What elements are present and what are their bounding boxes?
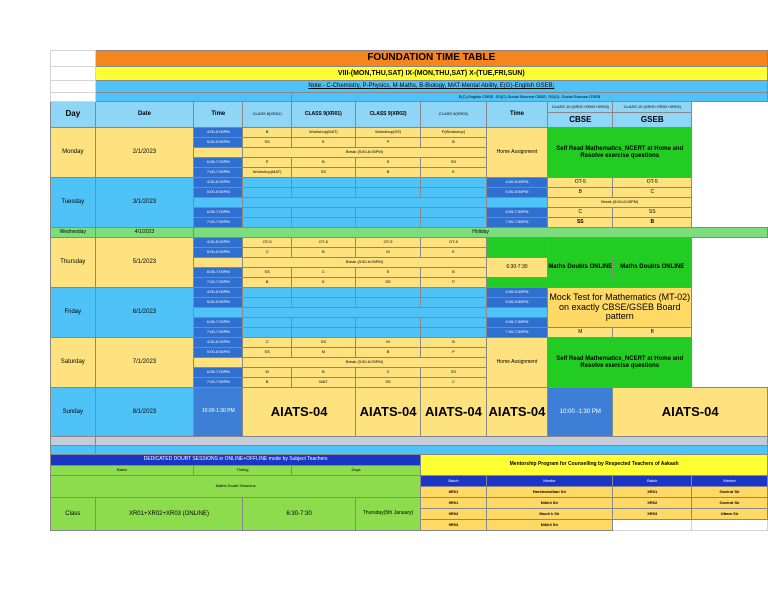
cell	[194, 198, 243, 208]
time-slot-10: 4:00-5:00PM	[486, 288, 548, 298]
gseb-cell: B	[613, 328, 692, 338]
cell: OT-5	[291, 238, 355, 248]
doubt-class-label: Class	[51, 498, 96, 531]
cbse-cell: OT-5	[548, 178, 613, 188]
break-label-10: Break (5:50-6:05PM)	[548, 198, 692, 208]
cell: SS	[243, 348, 292, 358]
empty-cell	[613, 520, 692, 531]
cell	[355, 208, 420, 218]
date-monday: 2/1/2023	[95, 128, 194, 178]
doubt-subtitle: Maths Doubt Sessions	[51, 476, 421, 498]
cell: P	[355, 138, 420, 148]
cell	[291, 178, 355, 188]
date-saturday: 7/1/2023	[95, 338, 194, 388]
cell	[291, 318, 355, 328]
cell	[243, 198, 486, 208]
aiats-class8: AIATS-04	[243, 388, 355, 437]
header-class9-xr02: CLASS 9(XR02)	[355, 102, 420, 128]
break-label: Break (5:50-6:05PM)	[243, 358, 486, 368]
break-label: Break (5:50-6:05PM)	[243, 148, 486, 158]
mentor-col-batch-2: Batch	[613, 476, 692, 487]
cell	[355, 318, 420, 328]
cell: M	[291, 348, 355, 358]
cell: M	[355, 338, 420, 348]
doubt-col-batch: Batch	[51, 466, 194, 476]
doubt-col-timing: Timing	[194, 466, 292, 476]
cell: E	[355, 158, 420, 168]
cell: C	[243, 338, 292, 348]
self-read-note: Self Read Mathematics_NCERT at Home and Resolve exercise questions	[548, 338, 692, 388]
mentor-batch: XR03	[613, 509, 692, 520]
header-class10-gseb: CLASS 10 (XR01+XR02+XR03)	[613, 102, 692, 113]
gseb-cell: B	[613, 218, 692, 228]
cell: OT-5	[243, 238, 292, 248]
home-assignment: Home Assignment	[486, 128, 548, 178]
cell: E	[421, 168, 486, 178]
day-tuesday: Tuesday	[51, 178, 96, 228]
time-slot: 5:00-5:50PM	[194, 348, 243, 358]
cell	[291, 328, 355, 338]
mentor-batch: 9R02	[421, 509, 486, 520]
header-time: Time	[194, 102, 243, 128]
mentor-name: Mouli k Sir	[486, 509, 613, 520]
cell: OT-5	[355, 238, 420, 248]
mentor-batch: 9R01	[421, 498, 486, 509]
cell: C	[291, 268, 355, 278]
cell	[421, 288, 486, 298]
doubt-batch: XR01+XR02+XR03 (ONLINE)	[95, 498, 243, 531]
time-slot: 4:00-5:00PM	[194, 338, 243, 348]
empty-cell	[692, 520, 768, 531]
time-slot-10: 6:05-7:00PM	[486, 318, 548, 328]
time-slot: 5:00-5:50PM	[194, 188, 243, 198]
cell	[194, 308, 243, 318]
time-slot-10: 6:05-7:00PM	[486, 208, 548, 218]
day-sunday: Sunday	[51, 388, 96, 437]
gseb-cell: OT-5	[613, 178, 692, 188]
cell: M	[355, 248, 420, 258]
cell	[243, 328, 292, 338]
cell: SS	[243, 268, 292, 278]
mentor-batch: 8R01	[421, 487, 486, 498]
spacer	[95, 446, 767, 455]
header-class10-cbse: CLASS 10 (XR01+XR02+XR03)	[548, 102, 613, 113]
header-date: Date	[95, 102, 194, 128]
cell: C	[355, 368, 420, 378]
home-assignment: Home Assignment	[486, 338, 548, 388]
cell: Workshop(MAT)	[243, 168, 292, 178]
day-monday: Monday	[51, 128, 96, 178]
mock-test-note: Mock Test for Mathematics (MT-02) on exactly CBSE/GSEB Board pattern	[548, 288, 692, 328]
doubt-sessions-title: DEDICATED DOUBT SESSIONS in ONLINE+OFFLINE mode by Subject Teachers	[51, 455, 421, 466]
doubt-gseb: Maths Doubts ONLINE	[613, 258, 692, 278]
cell	[355, 298, 420, 308]
time-slot: 6:05-7:00PM	[194, 318, 243, 328]
cell	[243, 218, 292, 228]
date-tuesday: 3/1/2023	[95, 178, 194, 228]
row-gutter	[51, 51, 96, 67]
cell: B	[421, 138, 486, 148]
cell: C	[421, 378, 486, 388]
mentor-name: Nikhil Sir	[486, 520, 613, 531]
date-thursday: 5/1/2023	[95, 238, 194, 288]
timetable-sheet	[50, 50, 768, 531]
cbse-cell: SS	[548, 218, 613, 228]
break-label: Break (5:50-6:05PM)	[243, 258, 486, 268]
cell	[243, 288, 292, 298]
time-slot-10: 5:00-5:50PM	[486, 298, 548, 308]
time-slot: 6:05-7:00PM	[194, 158, 243, 168]
time-slot: 7:00-7:50PM	[194, 278, 243, 288]
cell: P	[421, 278, 486, 288]
cell: MAT	[291, 378, 355, 388]
sunday-time-10: 10:00 -1:30 PM	[548, 388, 613, 437]
cbse-cell: M	[548, 328, 613, 338]
header-gseb: GSEB	[613, 113, 692, 128]
mentor-batch: XR02	[613, 498, 692, 509]
cell: B	[421, 338, 486, 348]
time-slot: 6:05-7:00PM	[194, 268, 243, 278]
cell	[243, 318, 292, 328]
mentor-col-batch: Batch	[421, 476, 486, 487]
cell	[486, 238, 548, 258]
time-10-thursday: 6:30-7:30	[486, 258, 548, 278]
cell: P	[243, 158, 292, 168]
cell	[548, 238, 692, 258]
time-slot-10: 7:00-7:50PM	[486, 328, 548, 338]
cell: E	[291, 278, 355, 288]
mentor-col-mentor: Mentor	[486, 476, 613, 487]
time-slot: 4:00-5:00PM	[194, 238, 243, 248]
day-saturday: Saturday	[51, 338, 96, 388]
header-day: Day	[51, 102, 96, 128]
cell: B	[355, 348, 420, 358]
cell: B	[291, 248, 355, 258]
note-spacer	[95, 93, 291, 102]
cell	[421, 298, 486, 308]
cell	[243, 208, 292, 218]
cell	[355, 188, 420, 198]
break-spacer	[194, 358, 243, 368]
cell	[421, 178, 486, 188]
cell	[291, 208, 355, 218]
mentor-col-mentor-2: Mentor	[692, 476, 768, 487]
cell	[548, 278, 692, 288]
cell	[243, 178, 292, 188]
cell: M	[243, 368, 292, 378]
time-slot: 7:00-7:50PM	[194, 328, 243, 338]
time-slot: 6:05-7:00PM	[194, 368, 243, 378]
header-time-10: Time	[486, 102, 548, 128]
cell	[486, 198, 548, 208]
aiats-class9-xr01: AIATS-04	[355, 388, 420, 437]
holiday-label: Holiday	[194, 228, 768, 238]
gseb-cell: C	[613, 188, 692, 198]
aiats-class10: AIATS-04	[613, 388, 768, 437]
cell: B	[291, 368, 355, 378]
cell: B	[243, 378, 292, 388]
mentorship-title: Mentorship Program for Counselling by Respected Teachers of Aakash	[421, 455, 768, 476]
cell	[421, 318, 486, 328]
time-slot: 5:00-5:50PM	[194, 138, 243, 148]
time-slot: 4:00-5:00PM	[194, 128, 243, 138]
doubt-col-days: Days	[291, 466, 420, 476]
header-class9-xr03: CLASS 9(XR03)	[421, 102, 486, 128]
cell: E	[421, 248, 486, 258]
mentor-batch: 9R03	[421, 520, 486, 531]
cell	[355, 218, 420, 228]
cell	[243, 188, 292, 198]
doubt-cbse: Maths Doubts ONLINE	[548, 258, 613, 278]
cell	[291, 298, 355, 308]
cell	[486, 308, 548, 318]
mentor-name: Govind Sir	[692, 487, 768, 498]
cell	[355, 288, 420, 298]
time-slot: 6:05-7:00PM	[194, 208, 243, 218]
spacer	[51, 446, 96, 455]
cell: E	[291, 138, 355, 148]
aiats-class9-xr03: AIATS-04	[486, 388, 548, 437]
cell: SS	[421, 158, 486, 168]
break-spacer	[194, 148, 243, 158]
time-slot-10: 4:00-5:00PM	[486, 178, 548, 188]
cell: OT-5	[421, 238, 486, 248]
cell	[421, 328, 486, 338]
cell: SS	[291, 168, 355, 178]
page-title: FOUNDATION TIME TABLE	[95, 51, 767, 67]
cell: SS	[421, 368, 486, 378]
gseb-cell: SS	[613, 208, 692, 218]
cell: B	[291, 158, 355, 168]
cell: P	[421, 348, 486, 358]
cell: Workshop(SS)	[355, 128, 420, 138]
day-friday: Friday	[51, 288, 96, 338]
note-line-2: E(C)-English CBSE, SS(C)-Social Science CBSE, SS(G)- Social Science GSEB	[291, 93, 767, 102]
cell	[291, 288, 355, 298]
cell: B	[355, 168, 420, 178]
time-slot-10: 5:00-5:50PM	[486, 188, 548, 198]
cell	[291, 218, 355, 228]
time-slot: 4:00-5:00PM	[194, 178, 243, 188]
date-sunday: 8/1/2023	[95, 388, 194, 437]
cell	[355, 178, 420, 188]
doubt-days: Thursday(5th January)	[355, 498, 420, 531]
schedule-line: VIII-(MON,THU,SAT) IX-(MON,THU,SAT) X-(TUE,FRI,SUN)	[95, 67, 767, 81]
time-slot-10: 7:00-7:50PM	[486, 218, 548, 228]
header-class9-xr01: CLASS 9(XR01)	[291, 102, 355, 128]
row-gutter	[51, 67, 96, 81]
note-line: Note:- C-Chemistry, P-Physics, M-Maths, B-Biology, MAT-Mental Ability, E(G)-English GSEB;	[95, 81, 767, 93]
row-gutter	[51, 93, 96, 102]
row-gutter	[51, 81, 96, 93]
sunday-time: 10:00-1:30 PM	[194, 388, 243, 437]
mentor-batch: XR01	[613, 487, 692, 498]
day-thursday: Thursday	[51, 238, 96, 288]
time-slot: 7:00-7:50PM	[194, 218, 243, 228]
mentor-name: Nikhil Sir	[486, 498, 613, 509]
cell	[421, 188, 486, 198]
cell: C	[243, 248, 292, 258]
cell: E	[355, 268, 420, 278]
cbse-cell: B	[548, 188, 613, 198]
cell: SS	[355, 278, 420, 288]
cell: SS	[355, 378, 420, 388]
header-cbse: CBSE	[548, 113, 613, 128]
date-friday: 6/1/2023	[95, 288, 194, 338]
break-spacer	[194, 258, 243, 268]
time-slot: 5:00-5:50PM	[194, 298, 243, 308]
cell	[243, 298, 292, 308]
doubt-timing: 6:30-7:30	[243, 498, 355, 531]
date-wednesday: 4/1/2023	[95, 228, 194, 238]
spacer	[51, 437, 96, 446]
time-slot: 7:00-7:50PM	[194, 378, 243, 388]
spacer	[95, 437, 767, 446]
aiats-class9-xr02: AIATS-04	[421, 388, 486, 437]
day-wednesday: Wednesday	[51, 228, 96, 238]
cell: P(Workshop)	[421, 128, 486, 138]
time-slot: 7:00-7:50PM	[194, 168, 243, 178]
cell	[421, 218, 486, 228]
cell	[243, 308, 486, 318]
cell: B	[243, 278, 292, 288]
mentor-name: Harshvardhan Sir	[486, 487, 613, 498]
cell: Workshop(MAT)	[291, 128, 355, 138]
cell: SS	[291, 338, 355, 348]
cell: B	[243, 128, 292, 138]
cell: SS	[243, 138, 292, 148]
cell	[486, 278, 548, 288]
cell	[355, 328, 420, 338]
self-read-note: Self Read Mathematics_NCERT at Home and Resolve exercise questions	[548, 128, 692, 178]
cbse-cell: C	[548, 208, 613, 218]
cell	[421, 208, 486, 218]
cell: B	[421, 268, 486, 278]
cell	[291, 188, 355, 198]
mentor-name: Uttam Sir	[692, 509, 768, 520]
mentor-name: Govind Sir	[692, 498, 768, 509]
time-slot: 5:00-5:50PM	[194, 248, 243, 258]
time-slot: 4:00-5:00PM	[194, 288, 243, 298]
header-class8: CLASS 8(XR01)	[243, 102, 292, 128]
